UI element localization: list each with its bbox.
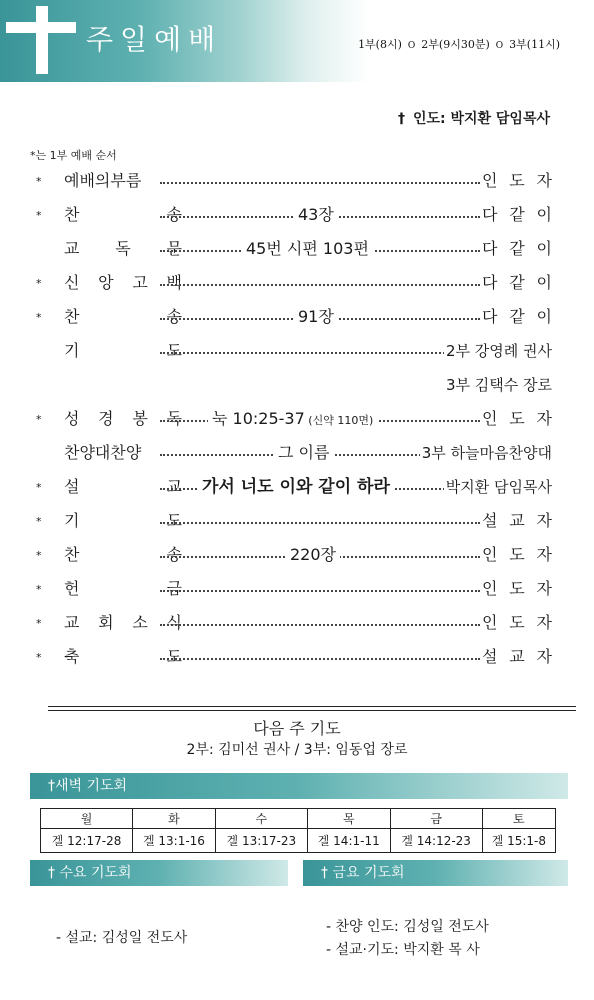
order-role: 다 같 이 (482, 270, 552, 296)
order-detail-note: (신약 110면) (304, 414, 374, 427)
service-time-1: 1부(8시) (358, 38, 402, 51)
wednesday-line: - 설교: 김성일 전도사 (56, 930, 188, 946)
order-role: 2부 강영례 권사 (444, 338, 552, 364)
verse-cell: 겔 14:1-11 (307, 829, 390, 853)
order-detail: 43장 (294, 202, 338, 228)
day-cell: 토 (482, 809, 555, 829)
separator: O (495, 41, 504, 51)
day-cell: 금 (390, 809, 482, 829)
order-row (36, 576, 552, 602)
order-label: 예배의부름 (64, 171, 142, 190)
leader-dots (160, 182, 480, 184)
divider (48, 706, 576, 707)
verse-cell: 겔 13:17-23 (215, 829, 307, 853)
order-label: 기 도 (64, 341, 182, 360)
star-marker: * (36, 583, 42, 596)
cross-icon-bar (6, 22, 76, 33)
order-row (36, 644, 552, 670)
order-label: 기 도 (64, 511, 182, 530)
star-marker: * (36, 617, 42, 630)
order-label: 교 독 문 (64, 239, 182, 258)
order-role: 다 같 이 (482, 304, 552, 330)
dawn-schedule-table (40, 808, 556, 853)
star-marker: * (36, 651, 42, 664)
order-role: 다 같 이 (482, 202, 552, 228)
order-role: 3부 하늘마음찬양대 (420, 440, 552, 466)
order-role: 인 도 자 (482, 610, 552, 636)
leader-dots (160, 284, 480, 286)
service-time-3: 3부(11시) (509, 38, 560, 51)
day-cell: 화 (133, 809, 216, 829)
friday-line: - 설교·기도: 박지환 목 사 (326, 942, 480, 958)
order-label: 찬 송 (64, 307, 182, 326)
header-banner (0, 0, 594, 82)
star-marker: * (36, 515, 42, 528)
order-row (36, 338, 552, 364)
order-row (36, 372, 552, 398)
separator: O (407, 41, 416, 51)
verse-cell: 겔 14:12-23 (390, 829, 482, 853)
order-detail: 45번 시편 103편 (242, 236, 373, 262)
star-marker: * (36, 277, 42, 290)
order-row (36, 406, 552, 432)
order-row (36, 304, 552, 330)
order-row (36, 168, 552, 194)
leader-dots (160, 352, 480, 354)
order-label: 신 앙 고 백 (64, 273, 182, 292)
dawn-prayer-bar: †새벽 기도회 (30, 773, 568, 799)
star-marker: * (36, 549, 42, 562)
order-row (36, 474, 552, 500)
presider (398, 108, 550, 128)
order-note: *는 1부 예배 순서 (30, 149, 117, 162)
leader-dots (160, 658, 480, 660)
order-role: 박지환 담임목사 (444, 474, 552, 500)
day-cell: 월 (41, 809, 133, 829)
order-row (36, 508, 552, 534)
order-role: 인 도 자 (482, 406, 552, 432)
order-label: 설 교 (64, 477, 182, 496)
star-marker: * (36, 209, 42, 222)
order-detail: 가서 너도 이와 같이 하라 (198, 474, 394, 500)
order-label: 헌 금 (64, 579, 182, 598)
order-role: 3부 김택수 장로 (444, 372, 552, 398)
leader-dots (160, 522, 480, 524)
divider (48, 710, 576, 711)
order-label: 교 회 소 식 (64, 613, 182, 632)
order-role: 인 도 자 (482, 168, 552, 194)
star-marker: * (36, 175, 42, 188)
verse-cell: 겔 15:1-8 (482, 829, 555, 853)
order-row (36, 440, 552, 466)
next-week-title: 다음 주 기도 (253, 719, 341, 738)
page-title: 주일예배 (86, 23, 223, 56)
order-row (36, 236, 552, 262)
service-time-2: 2부(9시30분) (421, 38, 490, 51)
order-label: 찬양대찬양 (64, 443, 142, 462)
next-week-names: 2부: 김미선 권사 / 3부: 임동업 장로 (186, 742, 408, 758)
order-detail: 220장 (286, 542, 340, 568)
friday-line: - 찬양 인도: 김성일 전도사 (326, 919, 489, 935)
cross-icon (36, 6, 48, 74)
leader-dots (160, 624, 480, 626)
order-role: 다 같 이 (482, 236, 552, 262)
order-label: 찬 송 (64, 545, 182, 564)
order-label: 축 도 (64, 647, 182, 666)
dagger-icon: † (397, 111, 405, 127)
star-marker: * (36, 413, 42, 426)
order-label: 찬 송 (64, 205, 182, 224)
day-cell: 수 (215, 809, 307, 829)
order-role: 설 교 자 (482, 508, 552, 534)
presider-text: 인도: 박지환 담임목사 (412, 111, 550, 127)
star-marker: * (36, 481, 42, 494)
order-row (36, 610, 552, 636)
order-detail: 눅 10:25-37 (신약 110면) (208, 406, 377, 434)
service-times (358, 36, 560, 52)
order-detail: 91장 (294, 304, 338, 330)
order-role: 인 도 자 (482, 542, 552, 568)
order-role: 인 도 자 (482, 576, 552, 602)
order-role: 설 교 자 (482, 644, 552, 670)
day-cell: 목 (307, 809, 390, 829)
leader-dots (160, 590, 480, 592)
star-marker: * (36, 311, 42, 324)
order-detail: 그 이름 (274, 440, 333, 466)
order-row (36, 270, 552, 296)
friday-prayer-bar: † 금요 기도회 (303, 860, 568, 886)
order-row (36, 542, 552, 568)
verse-cell: 겔 12:17-28 (41, 829, 133, 853)
order-row (36, 202, 552, 228)
order-label: 성 경 봉 독 (64, 409, 182, 428)
wednesday-prayer-bar: † 수요 기도회 (30, 860, 288, 886)
verse-cell: 겔 13:1-16 (133, 829, 216, 853)
